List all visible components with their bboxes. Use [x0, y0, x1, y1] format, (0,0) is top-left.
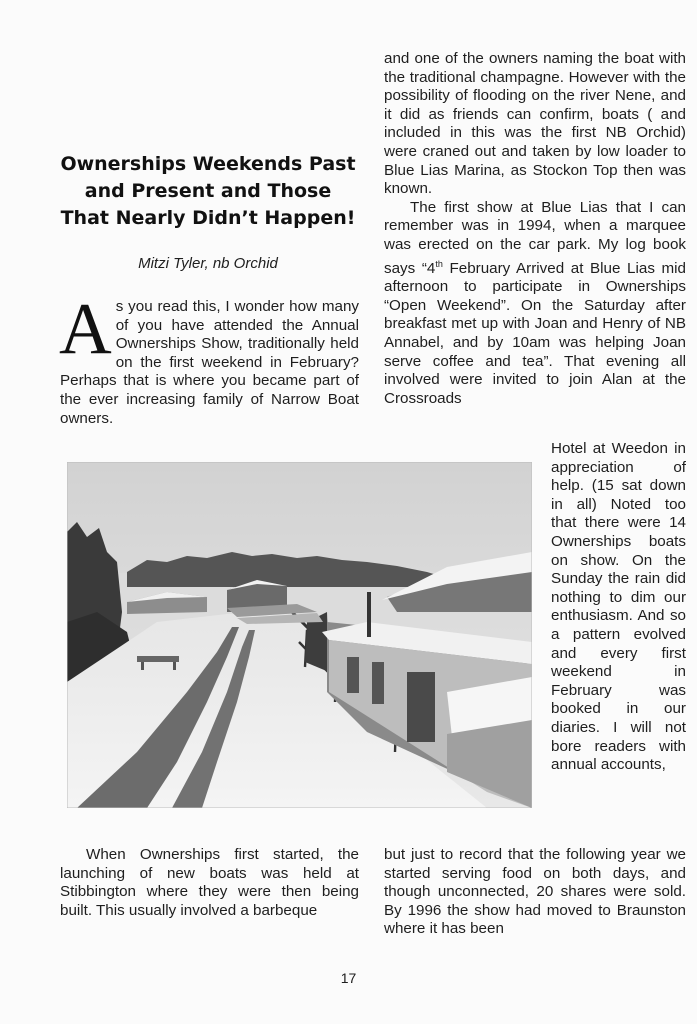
right-bottom-paragraph [384, 846, 686, 939]
right-paragraph-2-end: February Arrived at Blue Lias mid afternoon to participate in Ownerships “Open Weekend”. On the Saturday after breakfast met up with Joan and Henry of NB Annabel, and by 10am was helping Joan serve coffee and tea”. That evening all involved were invited to join Alan at the Crossroads [384, 259, 686, 407]
wrapped-text-column [551, 440, 686, 775]
intro-paragraph [59, 288, 359, 428]
page-number: 17 [340, 970, 357, 986]
right-paragraph-1: and one of the owners naming the boat with the traditional champagne. However with the possibility of flooding on the river Nene, and it did as friends can confirm, boats ( and included in this was the first NB Orchid) were craned out and taken by low loader to Blue Lias Marina, as Stockon Top then was known. [384, 50, 686, 198]
right-paragraph-2 [384, 199, 686, 409]
right-paragraph-2-start: The first show at Blue Lias that I can remember was in 1994, when a marquee was erected on the car park. My log book says “4 [384, 198, 686, 277]
intro-text: s you read this, I wonder how many of you have attended the Annual Ownerships Show, traditionally held on the first weekend in February? Perhaps that is where you became part of the ever increasing family of Narrow Boat owners. [60, 298, 359, 427]
article-byline: Mitzi Tyler, nb Orchid [138, 255, 278, 272]
left-bottom-text: When Ownerships first started, the launching of new boats was held at Stibbington where they were then being built. This usually involved a barbeque [60, 846, 359, 919]
article-title: Ownerships Weekends Past and Present and Those That Nearly Didn’t Happen! [60, 153, 356, 229]
right-bottom-text: but just to record that the following year we started serving food on both days, and though unconnected, 20 shares were sold. By 1996 the show had moved to Braunston where it has been [384, 846, 686, 938]
snowy-marina-photo [67, 462, 532, 808]
left-bottom-paragraph [60, 846, 359, 920]
superscript-th: th [435, 258, 443, 269]
right-column-top [384, 50, 686, 408]
drop-cap: A [59, 288, 112, 369]
wrapped-text: Hotel at Weedon in appreciation of help. (15 sat down in all) Noted too that there were 14 Ownerships boats on show. On the Sunday the rain did nothing to dim our enthusiasm. And so a pattern evolved and every first weekend in February was booked in our diaries. I will not bore readers with annual accounts, [551, 440, 686, 774]
